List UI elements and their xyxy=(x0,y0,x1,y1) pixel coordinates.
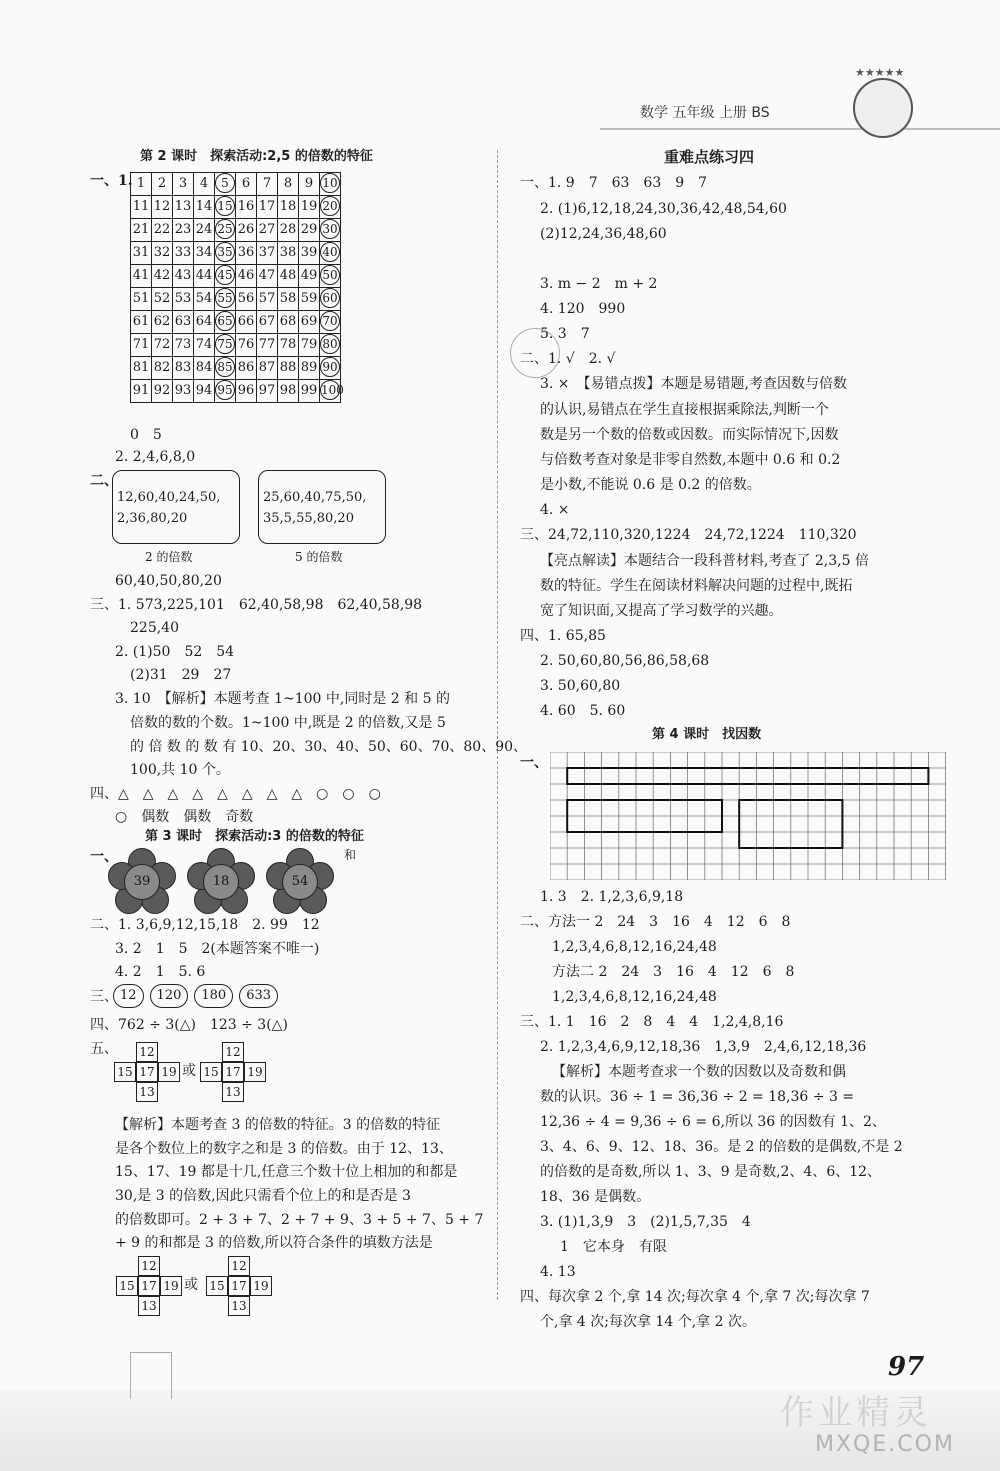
grid-cell: 23 xyxy=(173,219,194,242)
grid-cell: 64 xyxy=(194,311,215,334)
cross-cell: 19 xyxy=(250,1276,272,1296)
s4-line5: 1,2,3,4,6,8,12,16,24,48 xyxy=(552,989,717,1005)
q2-answer: 60,40,50,80,20 xyxy=(115,573,222,589)
ovals-row xyxy=(113,984,284,1008)
r-line12: 是小数,不能说 0.6 是 0.2 的倍数。 xyxy=(540,477,761,493)
grid-cell: 42 xyxy=(152,265,173,288)
grid-cell: 91 xyxy=(131,380,152,403)
circled-number: 55 xyxy=(215,288,235,308)
q3-line5: 3. 10 【解析】本题考查 1~100 中,同时是 2 和 5 的 xyxy=(115,691,450,707)
grid-cell: 43 xyxy=(173,265,194,288)
r-line4: 3. m − 2 m + 2 xyxy=(540,276,658,292)
r-line3: (2)12,24,36,48,60 xyxy=(540,226,667,242)
exp-line4: 30,是 3 的倍数,因此只需看个位上的和是否是 3 xyxy=(115,1188,411,1204)
q4-line1: 四、△ △ △ △ △ △ △ △ ○ ○ ○ xyxy=(90,786,381,802)
grid-cell: 27 xyxy=(257,219,278,242)
grid-cell: 16 xyxy=(236,196,257,219)
circled-number: 30 xyxy=(320,219,340,239)
r-line6: 5. 3 7 xyxy=(540,326,590,342)
grid-cell: 34 xyxy=(194,242,215,265)
s4-line1: 1. 3 2. 1,2,3,6,9,18 xyxy=(540,889,684,905)
grid-cell: 12 xyxy=(152,196,173,219)
grid-cell xyxy=(320,311,341,334)
s4-line4: 方法二 2 24 3 16 4 12 6 8 xyxy=(552,964,795,980)
grid-row xyxy=(131,288,341,311)
grid-cell: 81 xyxy=(131,357,152,380)
s4-line10: 12,36 ÷ 4 = 9,36 ÷ 6 = 6,所以 36 的因数有 1、2、 xyxy=(540,1114,886,1130)
grid-cell: 76 xyxy=(236,334,257,357)
circled-number: 100 xyxy=(320,380,340,400)
cross-cell: 17 xyxy=(222,1062,244,1082)
s4-line16: 4. 13 xyxy=(540,1264,576,1280)
s4-line9: 数的认识。36 ÷ 1 = 36,36 ÷ 2 = 18,36 ÷ 3 = xyxy=(540,1089,855,1105)
grid-cell: 36 xyxy=(236,242,257,265)
circled-number: 20 xyxy=(320,196,340,216)
cross-cell: 17 xyxy=(228,1276,250,1296)
grid-row xyxy=(131,334,341,357)
circled-number-oval: 120 xyxy=(150,984,189,1008)
cross-cell: 15 xyxy=(116,1276,138,1296)
s4-line3: 1,2,3,4,6,8,12,16,24,48 xyxy=(552,939,717,955)
grid-cell: 78 xyxy=(278,334,299,357)
cross-cell: 15 xyxy=(206,1276,228,1296)
grid-row xyxy=(131,219,341,242)
circled-number: 90 xyxy=(320,357,340,377)
line-q1-2: 2. 2,4,6,8,0 xyxy=(115,449,196,465)
hundred-grid xyxy=(130,172,344,403)
grid-cell xyxy=(215,219,236,242)
circled-number: 65 xyxy=(215,311,235,331)
cross-or: 或 xyxy=(182,1063,196,1079)
s4-line12: 的倍数的是奇数,所以 1、3、9 是奇数,2、4、6、12、 xyxy=(540,1164,882,1180)
grid-cell xyxy=(320,288,341,311)
grid-cell: 56 xyxy=(236,288,257,311)
r-line19: 2. 50,60,80,56,86,58,68 xyxy=(540,653,710,669)
circled-number: 5 xyxy=(215,173,235,193)
s3-line4-label: 三、 xyxy=(90,989,118,1005)
grid-cell: 3 xyxy=(173,173,194,196)
box2-line2: 35,5,55,80,20 xyxy=(263,511,354,526)
grid-cell: 18 xyxy=(278,196,299,219)
grid-cell: 24 xyxy=(194,219,215,242)
circled-number: 45 xyxy=(215,265,235,285)
grid-cell xyxy=(215,196,236,219)
s4-line15: 1 它本身 有限 xyxy=(560,1239,667,1255)
grid-cell: 31 xyxy=(131,242,152,265)
grid-cell: 94 xyxy=(194,380,215,403)
line-0-5: 0 5 xyxy=(130,427,162,443)
flower-note: 和 xyxy=(344,848,357,862)
grid-cell xyxy=(320,196,341,219)
square-grid-figure xyxy=(550,752,950,880)
grid-cell xyxy=(320,265,341,288)
grid-cell: 57 xyxy=(257,288,278,311)
s4-line14: 3. (1)1,3,9 3 (2)1,5,7,35 4 xyxy=(540,1214,751,1230)
grid-cell: 1 xyxy=(131,173,152,196)
cross-cell: 19 xyxy=(244,1062,266,1082)
grid-cell: 82 xyxy=(152,357,173,380)
s3-line1: 二、1. 3,6,9,12,15,18 2. 99 12 xyxy=(90,917,320,933)
cross-cell: 15 xyxy=(114,1062,136,1082)
grid-cell: 97 xyxy=(257,380,278,403)
grid-cell xyxy=(215,288,236,311)
s3-line6-label: 五、 xyxy=(90,1041,118,1057)
grid-cell: 29 xyxy=(299,219,320,242)
circled-number: 70 xyxy=(320,311,340,331)
cross-cell: 13 xyxy=(138,1296,160,1316)
cross-cell: 13 xyxy=(136,1082,158,1102)
flower-center-number: 18 xyxy=(203,864,239,900)
r-line10: 数是另一个数的倍数或因数。而实际情况下,因数 xyxy=(540,427,839,443)
r-line1: 一、1. 9 7 63 63 9 7 xyxy=(520,175,708,191)
grid-cell: 71 xyxy=(131,334,152,357)
grid-cell: 44 xyxy=(194,265,215,288)
grid-cell xyxy=(215,334,236,357)
grid-cell: 93 xyxy=(173,380,194,403)
s4-line11: 3、4、6、9、12、18、36。是 2 的倍数的是偶数,不是 2 xyxy=(540,1139,903,1155)
star-row-icon: ★★★★★ xyxy=(855,66,905,79)
circled-number: 40 xyxy=(320,242,340,262)
grid-cell: 32 xyxy=(152,242,173,265)
grid-cell: 7 xyxy=(257,173,278,196)
grid-cell: 19 xyxy=(299,196,320,219)
cross-cell: 12 xyxy=(228,1256,250,1276)
grid-cell: 92 xyxy=(152,380,173,403)
column-divider xyxy=(497,150,498,1300)
grid-cell: 11 xyxy=(131,196,152,219)
s4-line7: 2. 1,2,3,4,6,9,12,18,36 1,3,9 2,4,6,12,18,36 xyxy=(540,1039,867,1055)
grid-cell: 51 xyxy=(131,288,152,311)
exp-line2: 是各个数位上的数字之和是 3 的倍数。由于 12、13、 xyxy=(115,1141,453,1157)
lesson4-title: 第 4 课时 找因数 xyxy=(652,727,762,742)
grid-rectangle xyxy=(567,768,928,784)
cross-cell: 12 xyxy=(136,1042,158,1062)
lesson2-title: 第 2 课时 探索活动:2,5 的倍数的特征 xyxy=(140,149,373,164)
r-line15: 【亮点解读】本题结合一段科普材料,考查了 2,3,5 倍 xyxy=(540,553,869,569)
grid-cell: 21 xyxy=(131,219,152,242)
grid-cell: 61 xyxy=(131,311,152,334)
grid-row xyxy=(131,173,341,196)
circled-number: 25 xyxy=(215,219,235,239)
grid-cell: 4 xyxy=(194,173,215,196)
circled-number-oval: 633 xyxy=(239,984,278,1008)
cross-cell: 17 xyxy=(138,1276,160,1296)
grid-cell: 14 xyxy=(194,196,215,219)
grid-cell: 83 xyxy=(173,357,194,380)
cross-cell: 12 xyxy=(138,1256,160,1276)
box1-line2: 2,36,80,20 xyxy=(117,511,188,526)
grid-cell: 17 xyxy=(257,196,278,219)
flower-figure xyxy=(187,848,253,914)
grid-row xyxy=(131,311,341,334)
grid-cell xyxy=(215,242,236,265)
grid-cell: 62 xyxy=(152,311,173,334)
grid-cell: 6 xyxy=(236,173,257,196)
r-line5: 4. 120 990 xyxy=(540,301,626,317)
r-line20: 3. 50,60,80 xyxy=(540,678,621,694)
watermark-url: MXQE.COM xyxy=(815,1432,955,1457)
circled-number: 50 xyxy=(320,265,340,285)
grid-cell: 13 xyxy=(173,196,194,219)
grid-cell xyxy=(215,173,236,196)
grid-label: 一、 xyxy=(520,755,548,771)
s3-line3: 4. 2 1 5. 6 xyxy=(115,964,206,980)
lesson3-title: 第 3 课时 探索活动:3 的倍数的特征 xyxy=(145,829,364,844)
grid-cell xyxy=(320,173,341,196)
grid-cell: 74 xyxy=(194,334,215,357)
grid-cell xyxy=(320,357,341,380)
grid-cell: 87 xyxy=(257,357,278,380)
cross-cell: 17 xyxy=(136,1062,158,1082)
grid-cell: 49 xyxy=(299,265,320,288)
grid-cell: 41 xyxy=(131,265,152,288)
cross-cell: 13 xyxy=(222,1082,244,1102)
r-line17: 宽了知识面,又提高了学习数学的兴趣。 xyxy=(540,603,783,619)
grid-cell xyxy=(215,265,236,288)
r-line2: 2. (1)6,12,18,24,30,36,42,48,54,60 xyxy=(540,201,787,217)
circled-number: 60 xyxy=(320,288,340,308)
grid-cell: 86 xyxy=(236,357,257,380)
s3-line5: 四、762 ÷ 3(△) 123 ÷ 3(△) xyxy=(90,1017,288,1033)
q4-line2: ○ 偶数 偶数 奇数 xyxy=(115,809,254,825)
grid-cell: 39 xyxy=(299,242,320,265)
grid-cell: 2 xyxy=(152,173,173,196)
exp-line1: 【解析】本题考查 3 的倍数的特征。3 的倍数的特征 xyxy=(115,1117,441,1133)
box2-line1: 25,60,40,75,50, xyxy=(263,490,367,505)
r-line13: 4. × xyxy=(540,502,570,518)
grid-cell xyxy=(215,311,236,334)
grid-cell: 33 xyxy=(173,242,194,265)
grid-cell: 67 xyxy=(257,311,278,334)
grid-cell: 84 xyxy=(194,357,215,380)
s4-line18: 个,拿 4 次;每次拿 14 个,拿 2 次。 xyxy=(540,1314,756,1330)
circled-number: 80 xyxy=(320,334,340,354)
q3-line6: 倍数的数的个数。1~100 中,既是 2 的倍数,又是 5 xyxy=(130,715,446,731)
q1b-label: 一、 xyxy=(90,849,118,865)
grid-cell: 69 xyxy=(299,311,320,334)
grid-row xyxy=(131,196,341,219)
grid-row xyxy=(131,242,341,265)
cross-or: 或 xyxy=(184,1277,198,1293)
grid-cell: 79 xyxy=(299,334,320,357)
circled-number: 15 xyxy=(215,196,235,216)
grid-cell: 63 xyxy=(173,311,194,334)
grid-row xyxy=(131,380,341,403)
exp-line3: 15、17、19 都是十几,任意三个数十位上相加的和都是 xyxy=(115,1164,458,1180)
grid-cell xyxy=(215,357,236,380)
grid-cell xyxy=(320,242,341,265)
q3-line4: (2)31 29 27 xyxy=(130,667,232,683)
r-line18: 四、1. 65,85 xyxy=(520,628,606,644)
grid-cell: 26 xyxy=(236,219,257,242)
grid-cell: 96 xyxy=(236,380,257,403)
s4-line2: 二、方法一 2 24 3 16 4 12 6 8 xyxy=(520,914,791,930)
exp-line6: + 9 的和都是 3 的倍数,所以符合条件的填数方法是 xyxy=(115,1235,433,1251)
r-line7: 二、1. √ 2. √ xyxy=(520,351,616,367)
r-line14: 三、24,72,110,320,1224 24,72,1224 110,320 xyxy=(520,527,857,543)
q3-line3: 2. (1)50 52 54 xyxy=(115,644,235,660)
header-band xyxy=(600,128,1000,130)
flower-center-number: 39 xyxy=(124,864,160,900)
circled-number-oval: 12 xyxy=(113,984,144,1008)
cross-cell: 19 xyxy=(160,1276,182,1296)
q3-line8: 100,共 10 个。 xyxy=(130,762,230,778)
grid-cell: 8 xyxy=(278,173,299,196)
r-line21: 4. 60 5. 60 xyxy=(540,703,626,719)
grid-cell: 98 xyxy=(278,380,299,403)
box2-caption: 5 的倍数 xyxy=(295,550,343,564)
grid-cell: 54 xyxy=(194,288,215,311)
circled-number: 10 xyxy=(320,173,340,193)
circled-number-oval: 180 xyxy=(194,984,233,1008)
grid-cell: 47 xyxy=(257,265,278,288)
grid-cell: 58 xyxy=(278,288,299,311)
r-line16: 数的特征。学生在阅读材料解决问题的过程中,既拓 xyxy=(540,578,853,594)
r-line8: 3. × 【易错点拨】本题是易错题,考查因数与倍数 xyxy=(540,376,847,392)
grid-cell: 99 xyxy=(299,380,320,403)
r-line11: 与倍数考查对象是非零自然数,本题中 0.6 和 0.2 xyxy=(540,452,841,468)
multiples-of-5-box xyxy=(258,470,386,544)
s4-line17: 四、每次拿 2 个,拿 14 次;每次拿 4 个,拿 7 次;每次拿 7 xyxy=(520,1289,870,1305)
grid-cell xyxy=(320,380,344,403)
grid-cell: 73 xyxy=(173,334,194,357)
flower-figure xyxy=(108,848,174,914)
q3-line7: 的 倍 数 的 数 有 10、20、30、40、50、60、70、80、90、 xyxy=(130,739,528,755)
circled-number: 35 xyxy=(215,242,235,262)
grid-cell xyxy=(320,219,341,242)
grid-cell: 46 xyxy=(236,265,257,288)
grid-row xyxy=(131,265,341,288)
circled-number: 85 xyxy=(215,357,235,377)
grid-cell xyxy=(215,380,236,403)
cross-cell: 19 xyxy=(158,1062,180,1082)
grid-cell: 22 xyxy=(152,219,173,242)
grid-cell: 89 xyxy=(299,357,320,380)
grid-cell: 66 xyxy=(236,311,257,334)
page-number: 97 xyxy=(888,1352,925,1382)
header-subject: 数学 五年级 上册 BS xyxy=(640,105,770,121)
castle-illustration-icon xyxy=(130,1352,172,1399)
cross-cell: 15 xyxy=(200,1062,222,1082)
q1-label: 一、1. xyxy=(90,173,133,189)
grid-row xyxy=(131,357,341,380)
q2-label: 二、 xyxy=(90,473,118,489)
box1-caption: 2 的倍数 xyxy=(145,550,193,564)
q3-line2: 225,40 xyxy=(130,620,179,636)
grid-cell xyxy=(320,334,341,357)
grid-cell: 59 xyxy=(299,288,320,311)
grid-cell: 38 xyxy=(278,242,299,265)
grid-cell: 77 xyxy=(257,334,278,357)
grid-cell: 72 xyxy=(152,334,173,357)
flower-figure xyxy=(266,848,332,914)
grid-cell: 9 xyxy=(299,173,320,196)
cross-cell: 13 xyxy=(228,1296,250,1316)
grid-cell: 28 xyxy=(278,219,299,242)
grid-cell: 48 xyxy=(278,265,299,288)
s4-line13: 18、36 是偶数。 xyxy=(540,1189,651,1205)
grid-cell: 53 xyxy=(173,288,194,311)
watermark-text: 作业精灵 xyxy=(780,1393,932,1433)
grid-cell: 68 xyxy=(278,311,299,334)
circled-number: 75 xyxy=(215,334,235,354)
box1-line1: 12,60,40,24,50, xyxy=(117,490,221,505)
s3-line2: 3. 2 1 5 2(本题答案不唯一) xyxy=(115,941,320,957)
s4-line8: 【解析】本题考查求一个数的因数以及奇数和偶 xyxy=(552,1064,846,1080)
r-line9: 的认识,易错点在学生直接根据乘除法,判断一个 xyxy=(540,402,829,418)
practice-title: 重难点练习四 xyxy=(664,148,755,166)
cross-cell: 12 xyxy=(222,1042,244,1062)
multiples-of-2-box xyxy=(112,470,240,544)
exp-line5: 的倍数即可。2 + 3 + 7、2 + 7 + 9、3 + 5 + 7、5 + 7 xyxy=(115,1212,484,1228)
grid-cell: 37 xyxy=(257,242,278,265)
flower-center-number: 54 xyxy=(282,864,318,900)
grid-cell: 52 xyxy=(152,288,173,311)
circled-number: 95 xyxy=(215,380,235,400)
s4-line6: 三、1. 1 16 2 8 4 4 1,2,4,8,16 xyxy=(520,1014,784,1030)
brand-logo-icon xyxy=(853,78,913,138)
q3-line1: 三、1. 573,225,101 62,40,58,98 62,40,58,98 xyxy=(90,597,423,613)
grid-cell: 88 xyxy=(278,357,299,380)
